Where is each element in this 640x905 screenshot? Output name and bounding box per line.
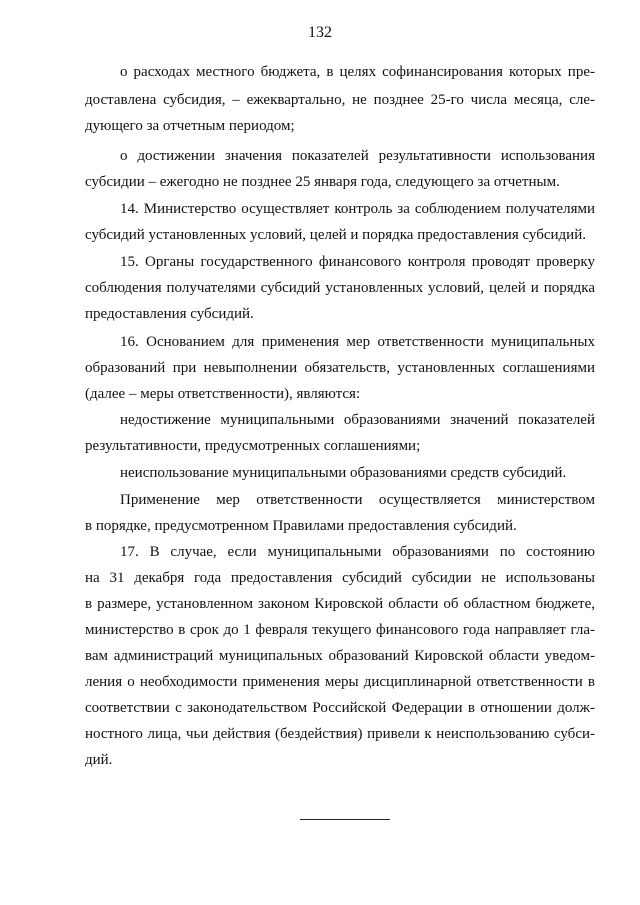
text-line: о расходах местного бюджета, в целях софинансирования которых пре- <box>120 64 595 80</box>
text-line: субсидий установленных условий, целей и порядка предоставления субсидий. <box>85 227 586 243</box>
text-line: дий. <box>85 752 113 768</box>
text-line: вам администраций муниципальных образований Кировской области уведом- <box>85 648 595 664</box>
text-line: результативности, предусмотренных соглашениями; <box>85 438 421 454</box>
text-line: ления о необходимости применения меры дисциплинарной ответственности в <box>85 674 595 690</box>
text-line: субсидии – ежегодно не позднее 25 января года, следующего за отчетным. <box>85 174 560 190</box>
text-line: в размере, установленном законом Кировской области об областном бюджете, <box>85 596 595 612</box>
text-line: недостижение муниципальными образованиями значений показателей <box>120 412 595 428</box>
text-line: доставлена субсидия, – ежеквартально, не позднее 25-го числа месяца, сле- <box>85 92 595 108</box>
text-line: предоставления субсидий. <box>85 306 254 322</box>
text-line: соответствии с законодательством Российской Федерации в отношении долж- <box>85 700 595 716</box>
text-line: соблюдения получателями субсидий установленных условий, целей и порядка <box>85 280 595 296</box>
end-of-text-rule <box>300 819 390 820</box>
text-line: неиспользование муниципальными образованиями средств субсидий. <box>120 465 567 481</box>
page-number: 132 <box>308 24 332 41</box>
text-line: министерство в срок до 1 февраля текущего финансового года направляет гла- <box>85 622 595 638</box>
text-line: ностного лица, чьи действия (бездействия) привели к неиспользованию субси- <box>85 726 595 742</box>
text-line: 15. Органы государственного финансового контроля проводят проверку <box>120 254 595 270</box>
text-line: 14. Министерство осуществляет контроль за соблюдением получателями <box>120 201 595 217</box>
text-line: Применение мер ответственности осуществляется министерством <box>120 492 595 508</box>
text-line: образований при невыполнении обязательств, установленных соглашениями <box>85 360 595 376</box>
text-line: на 31 декабря года предоставления субсидий субсидии не использованы <box>85 570 595 586</box>
text-line: о достижении значения показателей результативности использования <box>120 148 595 164</box>
text-line: (далее – меры ответственности), являются: <box>85 386 361 402</box>
text-line: в порядке, предусмотренном Правилами предоставления субсидий. <box>85 518 517 534</box>
text-line: 17. В случае, если муниципальными образованиями по состоянию <box>120 544 595 560</box>
text-line: дующего за отчетным периодом; <box>85 118 295 134</box>
text-line: 16. Основанием для применения мер ответственности муниципальных <box>120 334 595 350</box>
